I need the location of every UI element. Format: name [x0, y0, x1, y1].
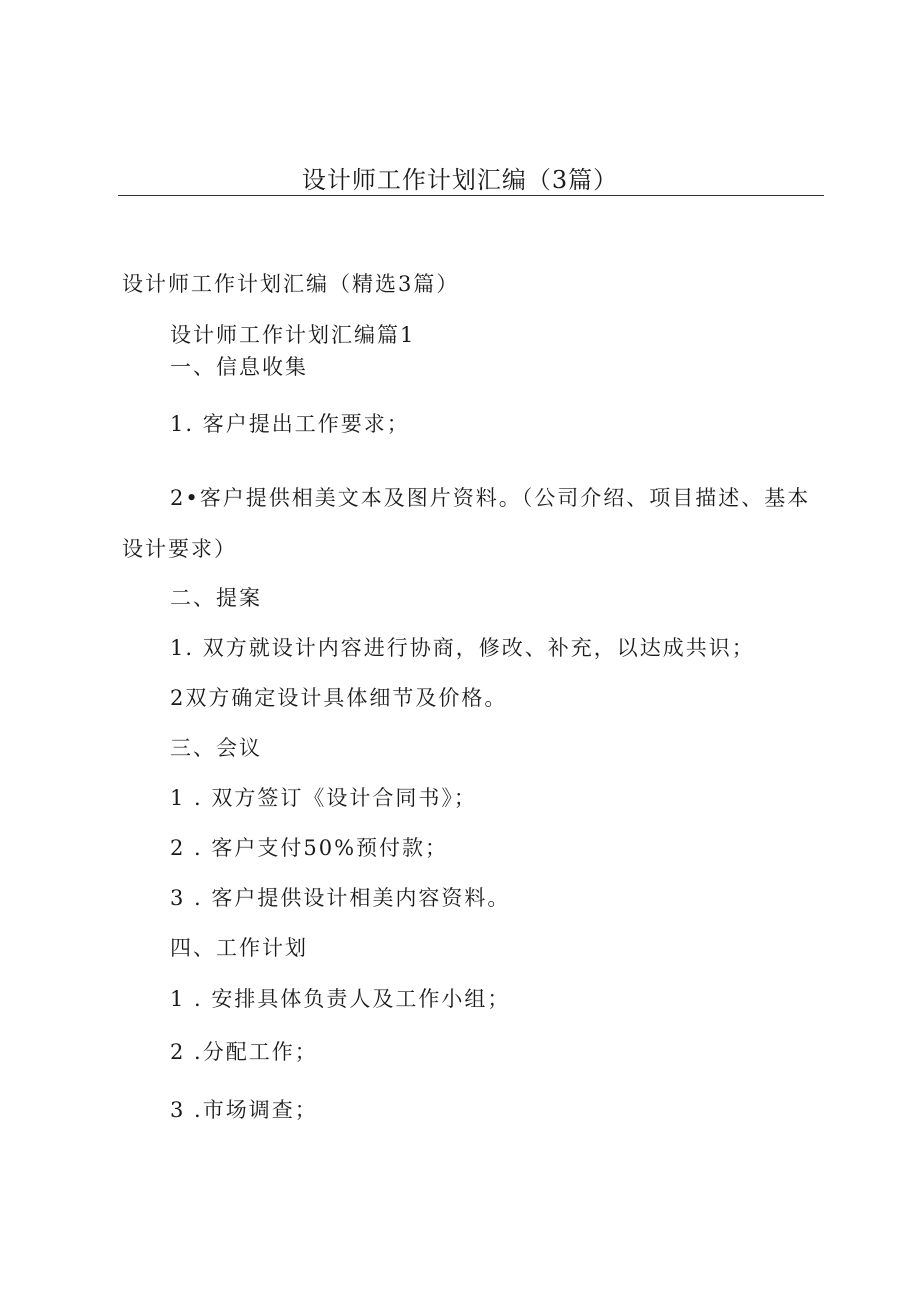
paragraph-line: 3 . 客户提供设计相美内容资料。: [170, 886, 511, 910]
paragraph-line: 2 . 客户支付50%预付款；: [170, 836, 449, 860]
paragraph-line: 2 .分配工作；: [170, 1040, 318, 1064]
heading-work-plan: 四、工作计划: [170, 936, 308, 960]
paragraph-line: 3 .市场调查；: [170, 1098, 318, 1122]
heading-info-collection: 一、信息收集: [170, 355, 308, 379]
paragraph-line: 2双方确定设计具体细节及价格。: [170, 686, 508, 710]
title-underline: [118, 195, 824, 196]
heading-proposal: 二、提案: [170, 586, 262, 610]
document-title: 设计师工作计划汇编（3篇）: [301, 166, 619, 194]
paragraph-line: 2•客户提供相美文本及图片资料。（公司介绍、项目描述、基本: [170, 486, 811, 510]
paragraph-line: 1 . 双方签订《设计合同书》；: [170, 786, 477, 810]
document-subtitle: 设计师工作计划汇编（精选3篇）: [122, 272, 460, 296]
paragraph-line: 1 . 安排具体负责人及工作小组；: [170, 987, 511, 1011]
paragraph-line: 1. 双方就设计内容进行协商，修改、补充，以达成共识；: [170, 636, 755, 660]
section-heading: 设计师工作计划汇编篇1: [170, 323, 416, 347]
heading-meeting: 三、会议: [170, 736, 262, 760]
paragraph-line-continuation: 设计要求）: [122, 537, 237, 561]
paragraph-line: 1. 客户提出工作要求；: [170, 412, 410, 436]
